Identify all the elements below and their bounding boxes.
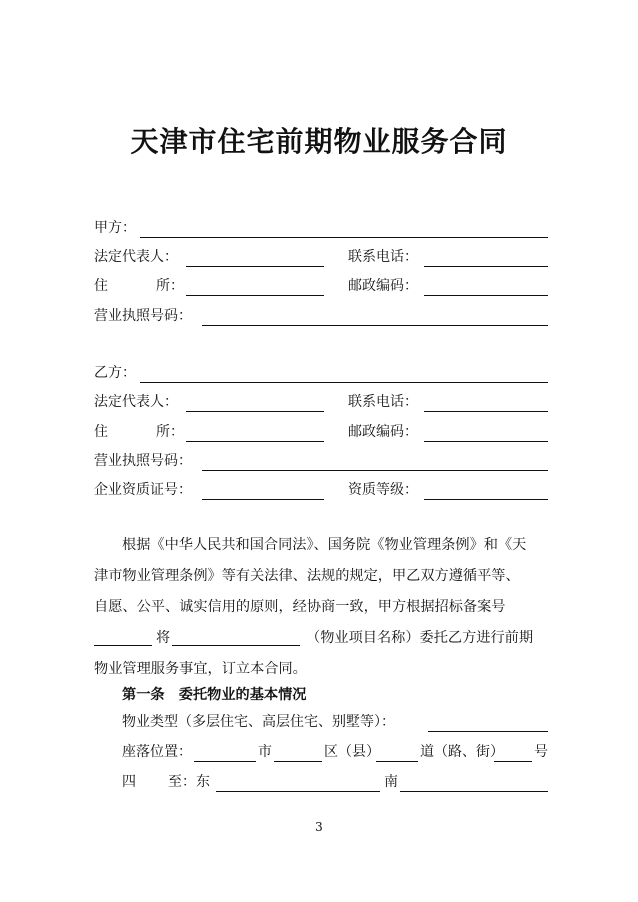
party-a-label: 甲方：	[94, 220, 136, 236]
party-a-license-label: 营业执照号码：	[94, 308, 192, 324]
document-title: 天津市住宅前期物业服务合同	[130, 125, 508, 158]
party-a-postcode-blank[interactable]	[424, 295, 548, 296]
party-a-phone-label: 联系电话：	[348, 249, 418, 265]
property-type-row	[94, 710, 548, 734]
party-a-address-row	[94, 274, 548, 298]
party-b-address-blank[interactable]	[186, 441, 324, 442]
location-row	[94, 740, 548, 764]
preamble-line-5: 物业管理服务事宜，订立本合同。	[94, 661, 307, 677]
city-label: 市	[258, 744, 272, 760]
party-b-blank[interactable]	[140, 382, 548, 383]
party-b-address-label-2: 所：	[156, 424, 184, 440]
party-b-license-row	[94, 449, 548, 473]
party-b-address-label-1: 住	[94, 424, 108, 440]
party-a-rep-blank[interactable]	[186, 266, 324, 267]
preamble-paragraph	[94, 530, 550, 685]
party-b-qualification-row	[94, 478, 548, 502]
boundary-row	[94, 770, 548, 794]
party-a-blank[interactable]	[140, 237, 548, 238]
property-type-blank[interactable]	[428, 731, 548, 732]
party-b-address-row	[94, 420, 548, 444]
party-b-qual-cert-label: 企业资质证号：	[94, 482, 192, 498]
party-b-rep-blank[interactable]	[186, 411, 324, 412]
party-b-rep-label: 法定代表人：	[94, 394, 178, 410]
party-a-address-label-2: 所：	[156, 278, 184, 294]
preamble-line-4-end: （物业项目名称）委托乙方进行前期	[306, 630, 534, 646]
south-label: 南	[384, 774, 398, 790]
party-b-qual-level-blank[interactable]	[424, 499, 548, 500]
south-boundary-blank[interactable]	[400, 791, 548, 792]
party-a-row	[94, 216, 548, 240]
preamble-line-2: 津市物业管理条例》等有关法律、法规的规定，甲乙双方遵循平等、	[94, 568, 520, 584]
preamble-jiang: 将	[156, 630, 171, 646]
east-boundary-blank[interactable]	[216, 791, 380, 792]
boundary-label-1: 四	[122, 774, 136, 790]
property-type-label: 物业类型（多层住宅、高层住宅、别墅等）：	[122, 714, 395, 730]
preamble-line-3: 自愿、公平、诚实信用的原则，经协商一致，甲方根据招标备案号	[94, 599, 506, 615]
party-b-phone-label: 联系电话：	[348, 394, 418, 410]
party-b-row	[94, 361, 548, 385]
number-label: 号	[534, 744, 548, 760]
party-b-postcode-label: 邮政编码：	[348, 424, 418, 440]
district-label: 区（县）	[324, 744, 380, 760]
location-label: 座落位置：	[122, 744, 192, 760]
party-b-phone-blank[interactable]	[424, 411, 548, 412]
party-a-rep-label: 法定代表人：	[94, 249, 178, 265]
district-blank[interactable]	[274, 761, 322, 762]
party-a-phone-blank[interactable]	[424, 266, 548, 267]
preamble-line-1: 根据《中华人民共和国合同法》、国务院《物业管理条例》和《天	[122, 537, 527, 553]
project-name-blank[interactable]	[172, 645, 300, 646]
number-blank[interactable]	[494, 761, 532, 762]
party-a-rep-row	[94, 245, 548, 269]
party-b-postcode-blank[interactable]	[424, 441, 548, 442]
boundary-label-2: 至：东	[168, 774, 210, 790]
party-a-address-label-1: 住	[94, 278, 108, 294]
filing-number-blank[interactable]	[94, 645, 152, 646]
road-blank[interactable]	[376, 761, 418, 762]
party-a-license-blank[interactable]	[202, 325, 548, 326]
party-b-license-blank[interactable]	[202, 470, 548, 471]
party-a-postcode-label: 邮政编码：	[348, 278, 418, 294]
article-1-heading: 第一条 委托物业的基本情况	[122, 687, 307, 703]
party-b-license-label: 营业执照号码：	[94, 453, 192, 469]
city-blank[interactable]	[194, 761, 256, 762]
party-b-label: 乙方：	[94, 365, 136, 381]
party-b-rep-row	[94, 390, 548, 414]
page-number: 3	[315, 820, 323, 834]
party-a-license-row	[94, 304, 548, 328]
party-b-qual-cert-blank[interactable]	[202, 499, 324, 500]
party-a-address-blank[interactable]	[186, 295, 324, 296]
road-label: 道（路、街）	[420, 744, 504, 760]
preamble-line-4	[94, 623, 550, 654]
party-b-qual-level-label: 资质等级：	[348, 482, 418, 498]
